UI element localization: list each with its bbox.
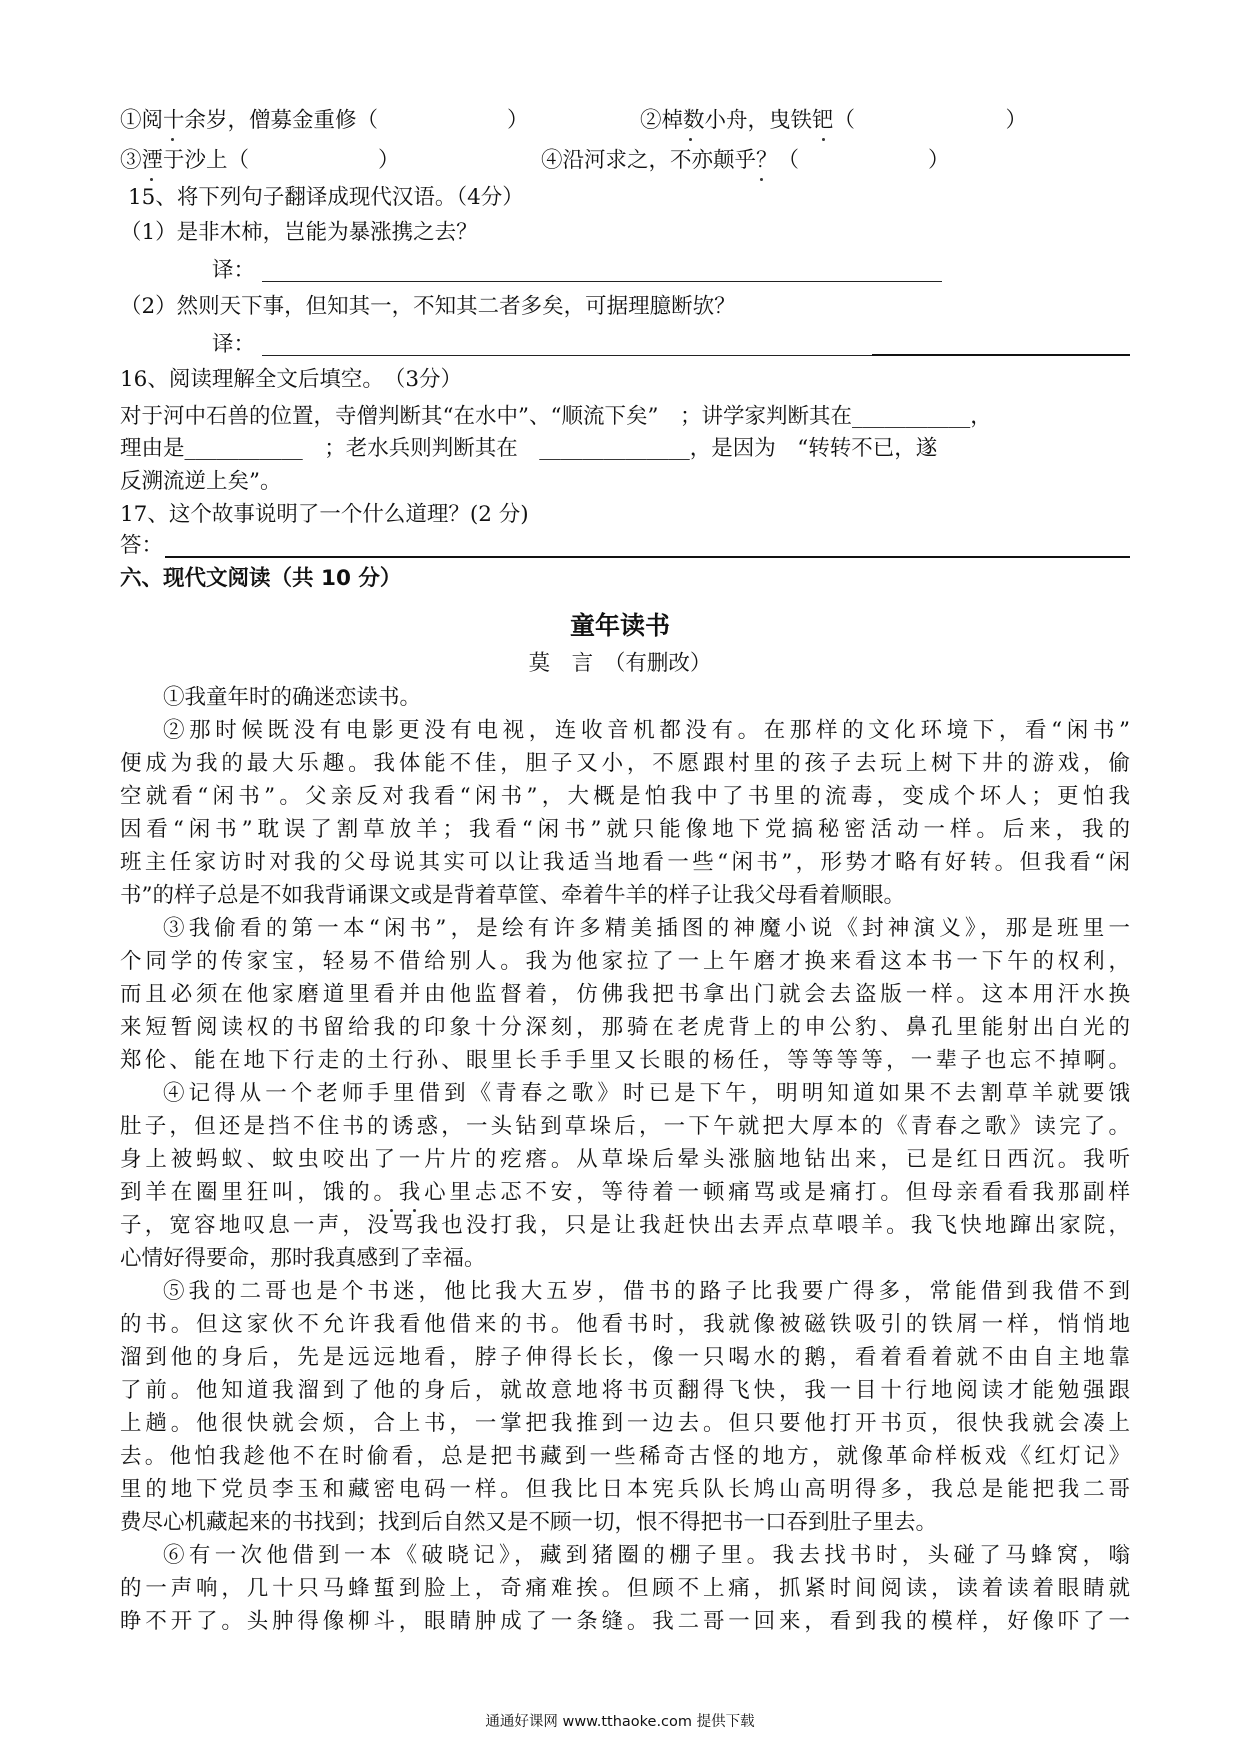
paragraph-3-line: 郑伦、能在地下行走的土行孙、眼里长手手里又长眼的杨任，等等等等，一辈子也忘不掉啊。 xyxy=(120,1048,1130,1073)
paragraph-5-line: 了前。他知道我溜到了他的身后，就故意地将书页翻得飞快，我一目十行地阅读才能勉强跟 xyxy=(120,1378,1130,1403)
paragraph-2-line: 书”的样子总是不如我背诵课文或是背着草筐、牵着牛羊的样子让我父母看着顺眼。 xyxy=(120,883,905,908)
q16-line-2: 理由是___________ ；老水兵则判断其在 ______________，是因为 “转转不已，遂 xyxy=(120,436,938,461)
paragraph-5-line: 去。他怕我趁他不在时偷看，总是把书藏到一些稀奇古怪的地方，就像革命样板戏《红灯记》 xyxy=(120,1444,1130,1469)
q15-translate-label-1: 译： xyxy=(212,258,256,283)
answer-line xyxy=(262,281,942,282)
section-heading: 六、现代文阅读（共 10 分） xyxy=(120,566,402,591)
paragraph-6-line: ⑥有一次他借到一本《破晓记》，藏到猪圈的棚子里。我去找书时，头碰了马蜂窝，嗡 xyxy=(163,1543,1130,1568)
page-footer: 通通好课网 www.tthaoke.com 提供下载 xyxy=(485,1714,755,1730)
paragraph-5-line: 里的地下党员李玉和藏密电码一样。但我比日本宪兵队长鸠山高明得多，我总是能把我二哥 xyxy=(120,1477,1130,1502)
article-title: 童年读书 xyxy=(569,611,670,640)
paragraph-5-line: 溜到他的身后，先是远远地看，脖子伸得长长，像一只喝水的鹅，看着看着就不由自主地靠 xyxy=(120,1345,1130,1370)
answer-line xyxy=(165,556,1130,558)
paragraph-5-line: 的书。但这家伙不允许我看他借来的书。他看书时，我就像被磁铁吸引的铁屑一样，悄悄地 xyxy=(120,1312,1130,1337)
emphasis-dot xyxy=(390,1209,393,1212)
emphasis-dot xyxy=(171,138,174,141)
paragraph-2-line: 班主任家访时对我的父母说其实可以让我适当地看一些“闲书”，形势才略有好转。但我看“闲 xyxy=(120,850,1130,875)
q17-heading: 17、这个故事说明了一个什么道理？(2 分) xyxy=(120,502,529,527)
paragraph-1: ①我童年时的确迷恋读书。 xyxy=(163,685,422,710)
emphasis-dot xyxy=(413,1209,416,1212)
paragraph-2-line: ②那时候既没有电影更没有电视，连收音机都没有。在那样的文化环境下，看“闲书” xyxy=(163,718,1130,743)
paragraph-3-line: 个同学的传家宝，轻易不借给别人。我为他家拉了一上午磨才换来看这本书一下午的权利， xyxy=(120,949,1130,974)
paragraph-4-line: ④记得从一个老师手里借到《青春之歌》时已是下午，明明知道如果不去割草羊就要饿 xyxy=(163,1081,1130,1106)
emphasis-dot xyxy=(689,138,692,141)
q14-item-2: ②棹数小舟，曳铁钯（ ） xyxy=(640,108,1028,133)
paragraph-4-line: 心情好得要命，那时我真感到了幸福。 xyxy=(120,1246,486,1271)
paragraph-3-line: 而且必须在他家磨道里看并由他监督着，仿佛我把书拿出门就会去盗版一样。这本用汗水换 xyxy=(120,982,1130,1007)
article-author: 莫 言 （有删改） xyxy=(528,651,712,676)
q16-line-1: 对于河中石兽的位置，寺僧判断其“在水中”、“顺流下矣” ；讲学家判断其在___________， xyxy=(120,404,992,429)
q16-heading: 16、阅读理解全文后填空。 （3分） xyxy=(120,367,463,392)
paragraph-4-line: 身上被蚂蚁、蚊虫咬出了一片片的疙瘩。从草垛后晕头涨脑地钻出来，已是红日西沉。我听 xyxy=(120,1147,1130,1172)
answer-line xyxy=(872,354,1130,356)
paragraph-5-line: 费尽心机藏起来的书找到；找到后自然又是不顾一切，恨不得把书一口吞到肚子里去。 xyxy=(120,1510,938,1535)
paragraph-3-line: ③我偷看的第一本“闲书”，是绘有许多精美插图的神魔小说《封神演义》，那是班里一 xyxy=(163,916,1130,941)
q14-item-4: ④沿河求之，不亦颠乎？（ ） xyxy=(541,148,950,173)
emphasis-dot xyxy=(822,138,825,141)
q15-sentence-2: （2）然则天下事，但知其一，不知其二者多矣，可据理臆断欤？ xyxy=(120,294,736,319)
paragraph-2-line: 空就看“闲书”。父亲反对我看“闲书”，大概是怕我中了书里的流毒，变成个坏人；更怕我 xyxy=(120,784,1130,809)
q15-heading: 15、将下列句子翻译成现代汉语。（4分） xyxy=(128,185,524,210)
paragraph-2-line: 因看“闲书”耽误了割草放羊；我看“闲书”就只能像地下党搞秘密活动一样。后来，我的 xyxy=(120,817,1130,842)
answer-line xyxy=(262,355,872,356)
q17-answer-label: 答： xyxy=(120,533,164,558)
paragraph-4-line: 子，宽容地叹息一声，没骂我也没打我，只是让我赶快出去弄点草喂羊。我飞快地蹿出家院， xyxy=(120,1213,1130,1238)
paragraph-4-line: 肚子，但还是挡不住书的诱惑，一头钻到草垛后，一下午就把大厚本的《青春之歌》读完了。 xyxy=(120,1114,1130,1139)
q14-item-1: ①阅十余岁，僧募金重修（ ） xyxy=(120,108,529,133)
q14-item-3: ③湮于沙上（ ） xyxy=(120,148,400,173)
paragraph-3-line: 来短暂阅读权的书留给我的印象十分深刻，那骑在老虎背上的申公豹、鼻孔里能射出白光的 xyxy=(120,1015,1130,1040)
paragraph-5-line: 上趟。他很快就会烦，合上书，一掌把我推到一边去。但只要他打开书页，很快我就会凑上 xyxy=(120,1411,1130,1436)
paragraph-4-line: 到羊在圈里狂叫，饿的。我心里忐忑不安，等待着一顿痛骂或是痛打。但母亲看看我那副样 xyxy=(120,1180,1130,1205)
paragraph-6-line: 的一声响，几十只马蜂蜇到脸上，奇痛难挨。但顾不上痛，抓紧时间阅读，读着读着眼睛就 xyxy=(120,1576,1130,1601)
q16-line-3: 反溯流逆上矣”。 xyxy=(120,469,282,494)
paragraph-5-line: ⑤我的二哥也是个书迷，他比我大五岁，借书的路子比我要广得多，常能借到我借不到 xyxy=(163,1279,1130,1304)
q15-sentence-1: （1）是非木柿，岂能为暴涨携之去？ xyxy=(120,220,478,245)
paragraph-6-line: 睁不开了。头肿得像柳斗，眼睛肿成了一条缝。我二哥一回来，看到我的模样，好像吓了一 xyxy=(120,1609,1130,1634)
q15-translate-label-2: 译： xyxy=(212,332,256,357)
paragraph-2-line: 便成为我的最大乐趣。我体能不佳，胆子又小，不愿跟村里的孩子去玩上树下井的游戏，偷 xyxy=(120,751,1130,776)
